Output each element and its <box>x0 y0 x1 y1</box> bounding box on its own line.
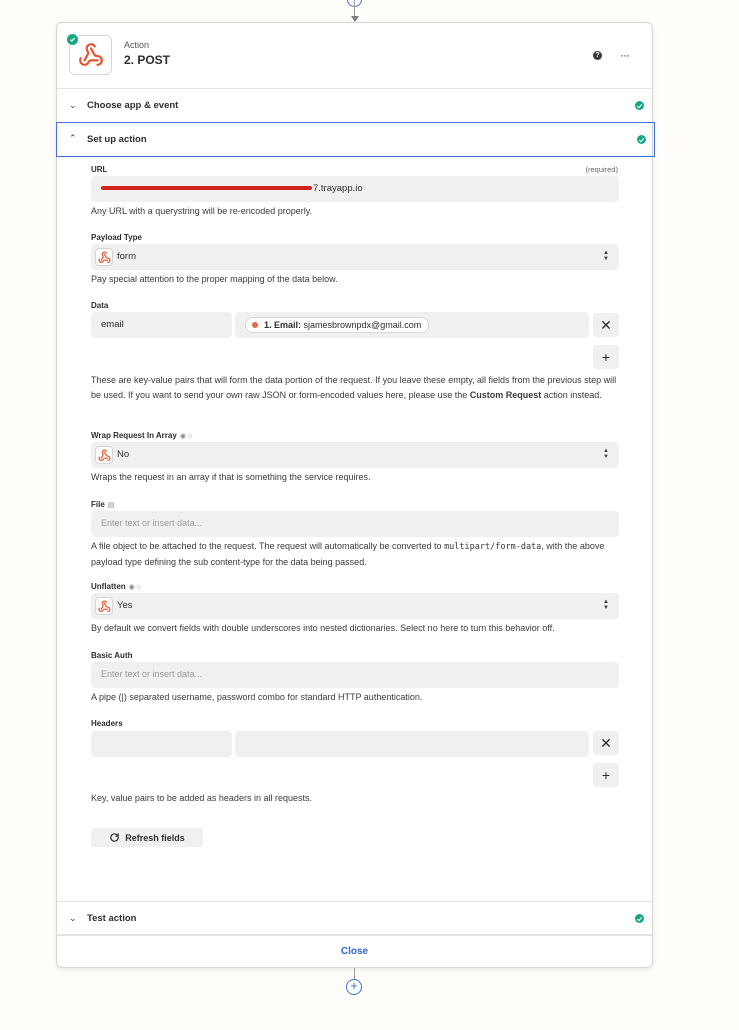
add-row-button[interactable] <box>593 345 619 369</box>
wrap-request-help: Wraps the request in an array if that is something the service requires. <box>91 472 371 482</box>
add-header-button[interactable] <box>593 763 619 787</box>
plus-icon: + <box>601 349 611 365</box>
radio-options-icon[interactable]: ◉ ○ <box>179 433 193 440</box>
question-circle-icon[interactable]: ? <box>593 51 602 60</box>
file-placeholder: Enter text or insert data... <box>101 518 203 528</box>
select-arrows-icon: ▲ ▼ <box>603 448 609 460</box>
step-type-label: Action <box>124 40 150 50</box>
basic-auth-label: Basic Auth <box>91 651 133 660</box>
payload-type-label: Payload Type <box>91 233 142 242</box>
data-label: Data <box>91 301 109 310</box>
close-icon: ✕ <box>600 316 612 333</box>
close-icon: ✕ <box>600 734 612 751</box>
chevron-up-icon: ⌃ <box>69 133 77 143</box>
remove-header-button[interactable] <box>593 731 619 755</box>
unflatten-label: Unflatten ◉ ○ <box>91 582 141 591</box>
redacted-url-part <box>101 186 312 190</box>
remove-row-button[interactable] <box>593 313 619 337</box>
pill-label: 1. Email: <box>264 320 302 330</box>
unflatten-select[interactable] <box>91 593 619 619</box>
check-circle-icon <box>635 914 644 923</box>
add-step-button[interactable] <box>346 979 362 995</box>
data-key-value: email <box>101 319 124 330</box>
section-label: Test action <box>87 913 137 924</box>
more-horizontal-icon[interactable]: ··· <box>620 48 629 62</box>
step-card <box>56 22 653 968</box>
close-button[interactable]: Close <box>340 946 369 957</box>
header-value-input[interactable] <box>235 731 589 757</box>
refresh-fields-label: Refresh fields <box>125 832 185 843</box>
headers-help: Key, value pairs to be added as headers in all requests. <box>91 793 312 803</box>
select-arrows-icon: ▲ ▼ <box>603 599 609 611</box>
header-key-input[interactable] <box>91 731 232 757</box>
plus-icon: + <box>601 767 611 783</box>
wrap-request-value: No <box>117 449 130 460</box>
data-value-input[interactable] <box>235 312 589 338</box>
section-label: Choose app & event <box>87 100 179 111</box>
required-indicator: (required) <box>585 165 618 174</box>
chevron-down-icon: ⌄ <box>69 100 77 110</box>
radio-options-icon[interactable]: ◉ ○ <box>128 584 141 591</box>
unflatten-value: Yes <box>117 600 133 611</box>
step-header[interactable] <box>57 23 652 89</box>
payload-type-value: form <box>117 251 136 262</box>
webhook-icon <box>95 248 113 266</box>
basic-auth-help: A pipe (|) separated username, password combo for standard HTTP authentication. <box>91 692 423 702</box>
card-footer <box>57 935 652 968</box>
payload-type-help: Pay special attention to the proper mapping of the data below. <box>91 274 338 284</box>
webhook-icon <box>78 42 104 68</box>
unflatten-help: By default we convert fields with double underscores into nested dictionaries. Select no here to turn this behavior off. <box>91 623 555 633</box>
basic-auth-placeholder: Enter text or insert data... <box>101 669 203 679</box>
wrap-request-label: Wrap Request In Array ◉ ○ <box>91 431 193 440</box>
check-circle-icon <box>635 101 644 110</box>
url-value: 7.trayapp.io <box>313 183 363 194</box>
section-set-up-action[interactable] <box>56 122 655 157</box>
mapped-field-pill[interactable] <box>245 317 429 333</box>
section-choose-app-event[interactable] <box>57 89 652 123</box>
file-type-icon: ▤ <box>107 502 115 509</box>
file-help: A file object to be attached to the request. The request will automatically be converted to multipart/form-data, with the above payload type defining the sub content-type for the data being passed. <box>91 541 605 567</box>
refresh-fields-button[interactable] <box>91 828 203 847</box>
payload-type-select[interactable] <box>91 244 619 270</box>
select-arrows-icon: ▲ ▼ <box>603 250 609 262</box>
wrap-request-select[interactable] <box>91 442 619 468</box>
check-circle-icon <box>637 135 646 144</box>
refresh-icon <box>109 832 120 843</box>
webhook-icon <box>95 446 113 464</box>
basic-auth-input[interactable] <box>91 662 619 688</box>
webhook-icon <box>95 597 113 615</box>
data-help: These are key-value pairs that will form the data portion of the request. If you leave these empty, all fields from the previous step will be used. If you want to send your own raw JSON or form-encoded values here, please use the Custom Request action instead. <box>91 375 617 400</box>
pill-value: sjamesbrownpdx@gmail.com <box>303 320 422 330</box>
plus-icon: + <box>350 978 358 993</box>
data-key-input[interactable] <box>91 312 232 338</box>
url-label: URL <box>91 165 108 174</box>
webhook-dot-icon <box>252 322 258 328</box>
section-label: Set up action <box>87 134 147 145</box>
file-label: File ▤ <box>91 500 115 509</box>
file-input[interactable] <box>91 511 619 537</box>
check-circle-icon <box>65 32 80 47</box>
section-test-action[interactable] <box>57 901 652 935</box>
url-help: Any URL with a querystring will be re-encoded properly. <box>91 206 313 216</box>
step-title: 2. POST <box>124 53 171 67</box>
headers-label: Headers <box>91 719 123 728</box>
chevron-down-icon: ⌄ <box>69 913 77 923</box>
url-input[interactable] <box>91 176 619 202</box>
